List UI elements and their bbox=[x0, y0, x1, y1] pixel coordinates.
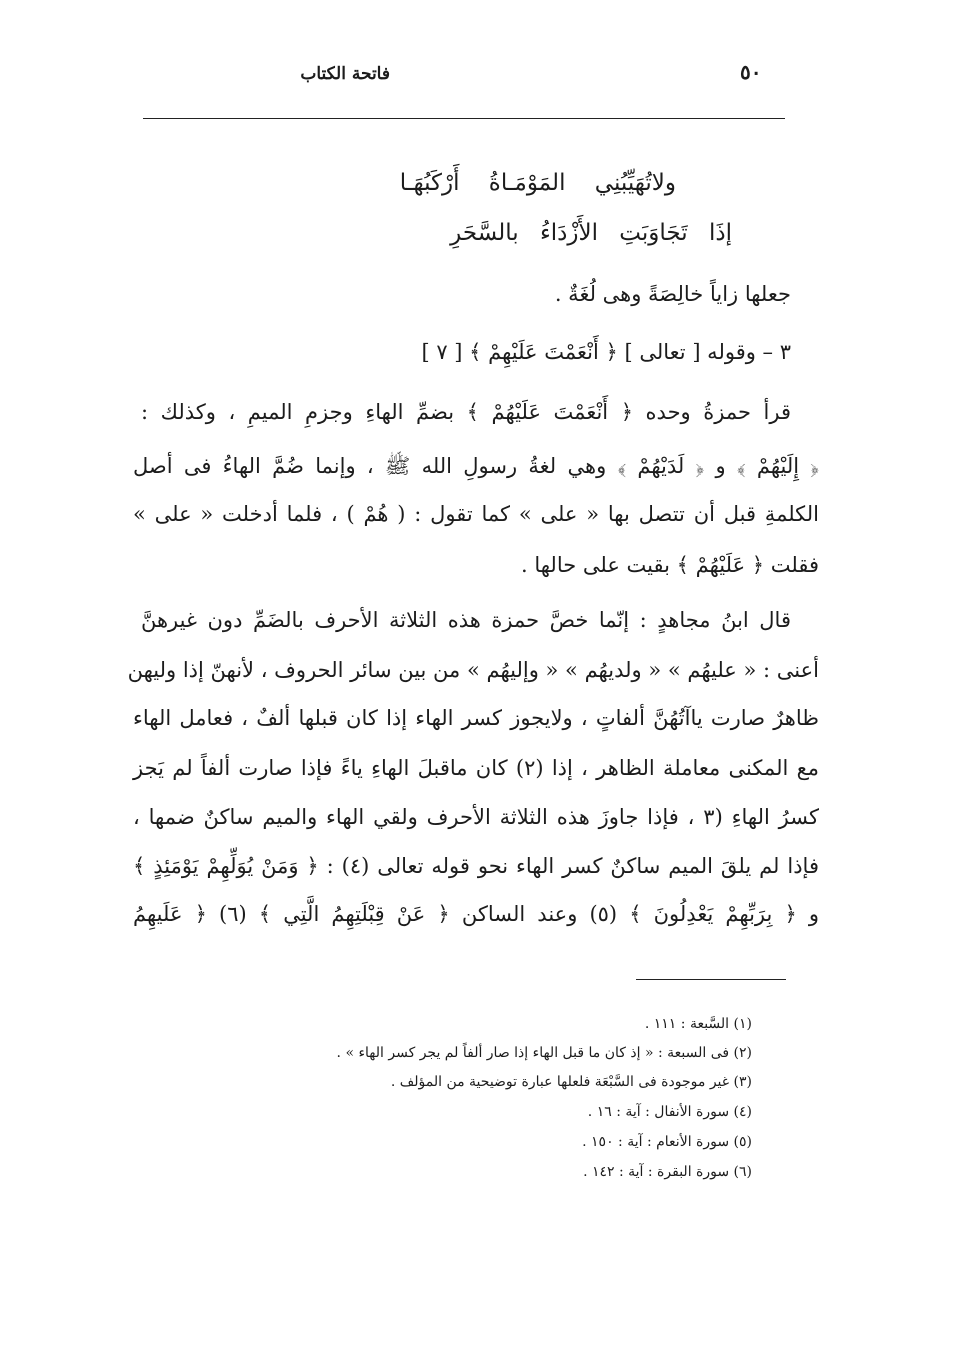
text-line: فإذا لم يلقَ الميم ساكنٌ كسر الهاء نحو قوله تعالى (٤) : ﴿ وَمَنْ يُوَلِّهِمْ يَوْمَئِذٍ ﴾ bbox=[133, 854, 819, 878]
text-line: مع المكنى معاملة الظاهر ، إذا (٢) كان ماقبلَ الهاءِ ياءً فإذا صارت ألفاً لم يَجز bbox=[133, 756, 819, 780]
text-line: ظاهرٌ صارت ياآتُهُنَّ ألفاتٍ ، ولايجوز كسر الهاء إذا كان قبلها ألفٌ ، فعامل الهاء bbox=[133, 706, 819, 730]
text-line: جعلها زاياً خالِصَةً وهى لُغَةٌ . bbox=[554, 282, 791, 306]
footnote: (٣) غير موجودة فى السَّبْعَة فلعلها عبارة توضيحية من المؤلف . bbox=[390, 1074, 752, 1090]
footnote: (٢) فى السبعة : « إذ كان ما قبل الهاء إذا صار ألفاً لم يجر كسر الهاء » . bbox=[336, 1045, 752, 1061]
footnote: (٤) سورة الأنفال : آية : ١٦ . bbox=[587, 1104, 752, 1120]
page-header bbox=[140, 60, 785, 92]
page-number: ٥٠ bbox=[740, 60, 762, 84]
footnote-rule bbox=[636, 979, 786, 980]
footnote: (٥) سورة الأنعام : آية : ١٥٠ . bbox=[582, 1134, 752, 1150]
text-line: و ﴿ بِرَبِّهِمْ يَعْدِلُونَ ﴾ (٥) وعند الساكن ﴿ عَنْ قِبْلَتِهِمُ الَّتِي ﴾ (٦) ﴿ عَلَيهِمُ bbox=[133, 902, 820, 926]
footnote: (٦) سورة البقرة : آية : ١٤٢ . bbox=[583, 1164, 752, 1180]
text-line: كسرُ الهاءِ (٣ ، فإذا جاوزَ هذه الثلاثة الأحرف ولقي الهاء والميم ساكنٌ ضمها ، bbox=[133, 805, 819, 829]
text-line: أعنى : « عليهُم » « ولديهُم » « وإليهُم » من بين سائر الحروف ، لأنهنّ إذا وليهن bbox=[127, 658, 819, 682]
poem-line-1: ولاتُهَيِّبُنِي المَوْمَـاةُ أَرْكَبُهَـا bbox=[399, 170, 676, 196]
section-heading: ٣ – وقوله [ تعالى ] ﴿ أَنْعَمْتَ عَلَيْهِمْ ﴾ [ ٧ ] bbox=[421, 340, 791, 364]
text-line: الكلمةِ قبل أن تتصل بها « على » كما تقول : ( هُمْ ) ، فلما أدخلت « على » bbox=[133, 502, 819, 526]
footnote: (١) السَّبعة : ١١١ . bbox=[644, 1016, 752, 1032]
poem-line-2: إذَا تَجَاوَبَتِ الأَزْدَاءُ بالسَّحَرِ bbox=[450, 220, 732, 246]
running-title: فاتحة الكتاب bbox=[300, 64, 390, 84]
text-line: قال ابنُ مجاهدٍ : إنّما خصَّ حمزة هذه الثلاثة الأحرف بالضَمِّ دون غيرهنَّ bbox=[141, 608, 791, 632]
text-line: فقلت ﴿ عَلَيْهُمْ ﴾ بقيت على حالها . bbox=[521, 553, 819, 577]
text-line: ﴿ إِلَيْهُمْ ﴾ و ﴿ لَدَيْهُمْ ﴾ وهي لغةُ رسولِ الله ﷺ ، وإنما ضُمَّ الهاءُ فى أصل bbox=[133, 454, 819, 478]
text-line: قرأ حمزةُ وحده ﴿ أَنْعَمْتَ عَلَيْهُمْ ﴾ بضمِّ الهاءِ وجزمِ الميمِ ، وكذلك : bbox=[141, 400, 791, 424]
header-rule bbox=[143, 118, 785, 119]
